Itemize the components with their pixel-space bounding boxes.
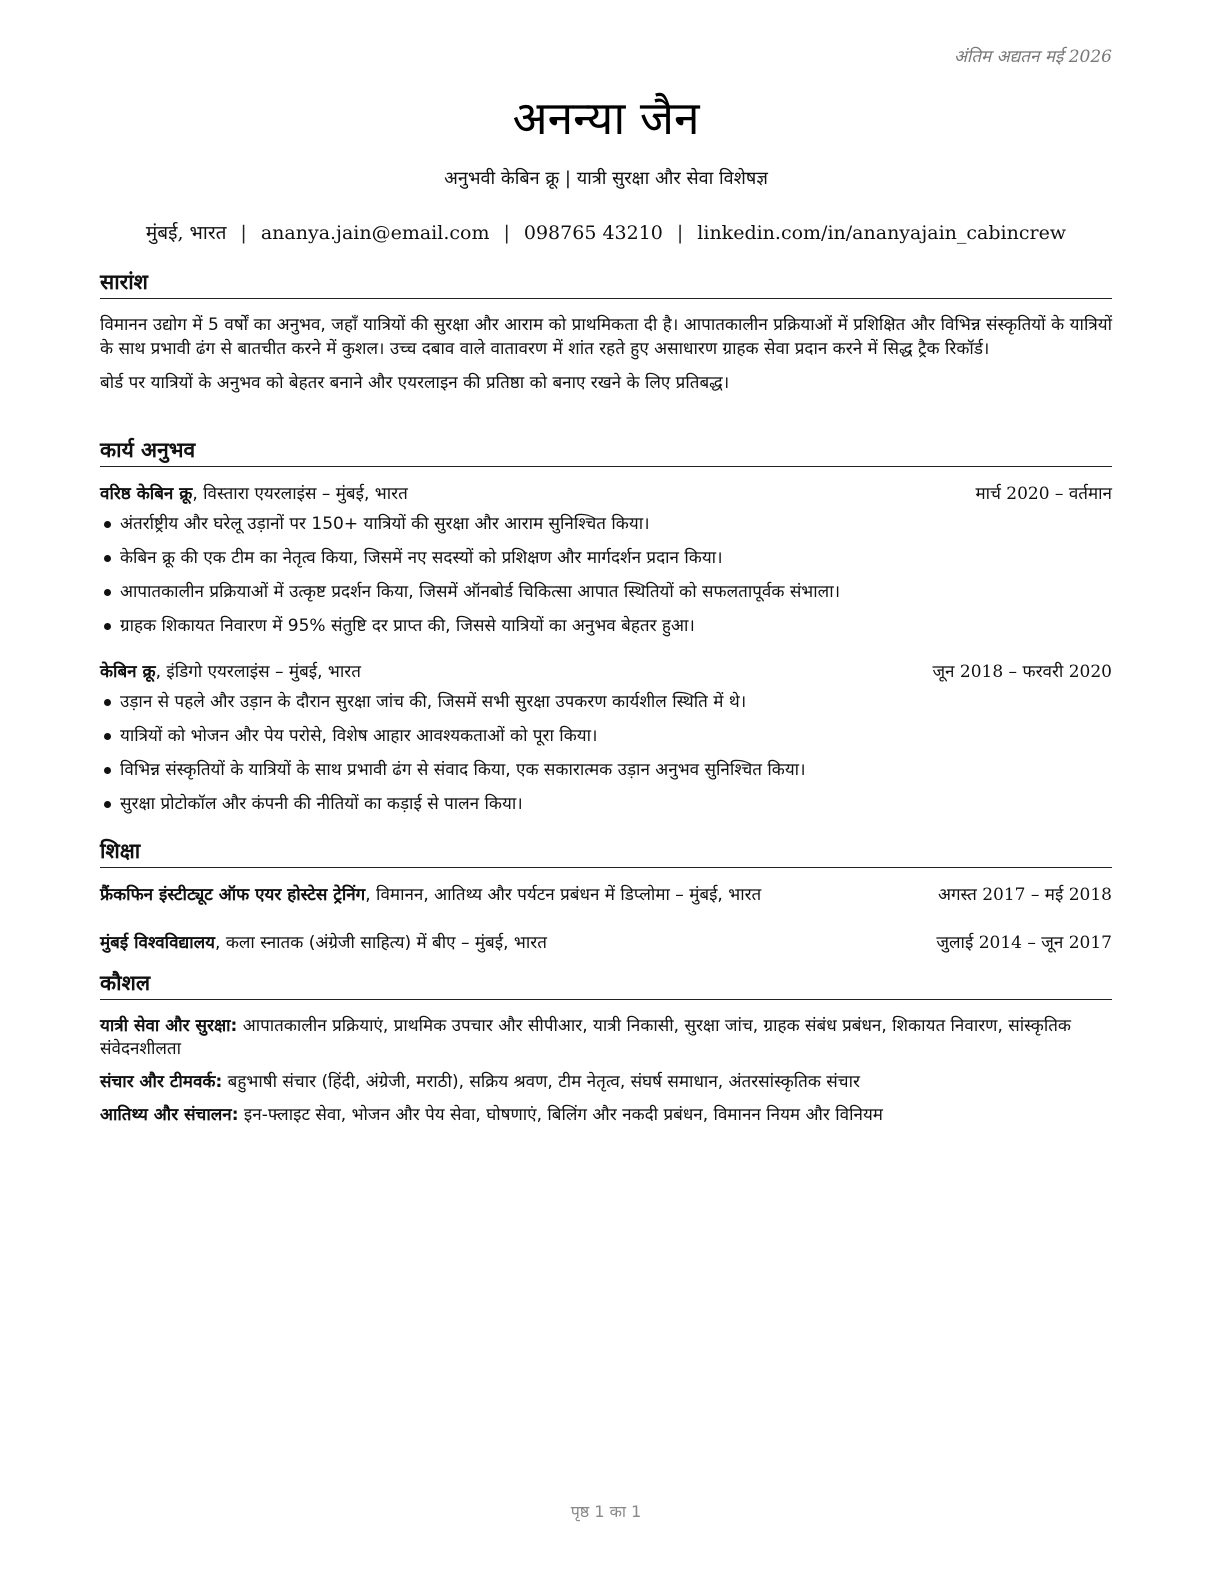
contact-linkedin[interactable]: linkedin.com/in/ananyajain_cabincrew: [697, 222, 1067, 244]
summary-paragraph: बोर्ड पर यात्रियों के अनुभव को बेहतर बनाने और एयरलाइन की प्रतिष्ठा को बनाए रखने के लिए प्रतिबद्ध।: [100, 373, 730, 393]
experience-title: कार्य अनुभव: [100, 436, 1112, 467]
job-org: , विस्तारा एयरलाइंस – मुंबई, भारत: [192, 484, 408, 504]
education-section: [100, 837, 1112, 956]
job-role: केबिन क्रू: [100, 662, 156, 682]
skills-section: [100, 969, 1112, 1127]
skill-label: संचार और टीमवर्क:: [100, 1072, 223, 1092]
job-bullet: विभिन्न संस्कृतियों के यात्रियों के साथ प्रभावी ढंग से संवाद किया, एक सकारात्मक उड़ान अनुभव सुनिश्चित किया।: [100, 753, 1112, 787]
experience-section: [100, 436, 1112, 821]
job-bullet: अंतर्राष्ट्रीय और घरेलू उड़ानों पर 150+ यात्रियों की सुरक्षा और आराम सुनिश्चित किया।: [100, 507, 1112, 541]
job-bullet: ग्राहक शिकायत निवारण में 95% संतुष्टि दर प्राप्त की, जिससे यात्रियों का अनुभव बेहतर हुआ।: [100, 609, 1112, 643]
summary-title: सारांश: [100, 268, 1112, 299]
education-school: फ्रैंकफिन इंस्टीट्यूट ऑफ एयर होस्टेस ट्रेनिंग: [100, 885, 366, 905]
job-bullets: [100, 507, 1112, 643]
education-title: शिक्षा: [100, 837, 1112, 868]
contact-phone: 098765 43210: [523, 222, 663, 244]
skill-line: [100, 1071, 1112, 1094]
summary-paragraph: विमानन उद्योग में 5 वर्षों का अनुभव, जहाँ यात्रियों की सुरक्षा और आराम को प्राथमिकता दी है। आपातकालीन प्रक्रियाओं में प्रशिक्षित और विभिन्न संस्कृतियों के यात्रियों के साथ प्रभावी ढंग से बातचीत करने में कुशल। उच्च दबाव वाले वातावरण में शांत रहते हुए असाधारण ग्राहक सेवा प्रदान करने में सिद्ध ट्रैक रिकॉर्ड।: [100, 315, 1112, 359]
job-role: वरिष्ठ केबिन क्रू: [100, 484, 193, 504]
skill-line: [100, 1015, 1112, 1061]
job-bullet: उड़ान से पहले और उड़ान के दौरान सुरक्षा जांच की, जिसमें सभी सुरक्षा उपकरण कार्यशील स्थिति में थे।: [100, 685, 1112, 719]
job-entry: [100, 481, 1112, 643]
contact-email[interactable]: ananya.jain@email.com: [260, 222, 490, 244]
page-number: पृष्ठ 1 का 1: [570, 1502, 642, 1521]
skill-label: आतिथ्य और संचालन:: [100, 1105, 239, 1125]
job-bullet: यात्रियों को भोजन और पेय परोसे, विशेष आहार आवश्यकताओं को पूरा किया।: [100, 719, 1112, 753]
job-date: मार्च 2020 – वर्तमान: [975, 484, 1112, 504]
skill-value: इन-फ्लाइट सेवा, भोजन और पेय सेवा, घोषणाएं, बिलिंग और नकदी प्रबंधन, विमानन नियम और विनियम: [238, 1105, 883, 1125]
skill-value: आपातकालीन प्रक्रियाएं, प्राथमिक उपचार और सीपीआर, यात्री निकासी, सुरक्षा जांच, ग्राहक संबंध प्रबंधन, शिकायत निवारण, सांस्कृतिक संवेदनशीलता: [100, 1016, 1071, 1059]
summary-section: [100, 268, 1112, 395]
job-bullet: केबिन क्रू की एक टीम का नेतृत्व किया, जिसमें नए सदस्यों को प्रशिक्षण और मार्गदर्शन प्रदान किया।: [100, 541, 1112, 575]
skill-label: यात्री सेवा और सुरक्षा:: [100, 1016, 238, 1036]
job-date: जून 2018 – फरवरी 2020: [932, 662, 1112, 682]
contact-line: [100, 219, 1112, 245]
job-bullet: सुरक्षा प्रोटोकॉल और कंपनी की नीतियों का कड़ाई से पालन किया।: [100, 787, 1112, 821]
job-header: [100, 659, 1112, 685]
education-detail: , कला स्नातक (अंग्रेजी साहित्य) में बीए – मुंबई, भारत: [215, 933, 547, 953]
job-bullets: [100, 685, 1112, 821]
contact-separator: |: [240, 222, 247, 244]
skill-line: [100, 1104, 1112, 1127]
resume-page: [100, 0, 1112, 1584]
candidate-name: अनन्या जैन: [512, 91, 700, 145]
contact-separator: |: [676, 222, 684, 244]
job-entry: [100, 659, 1112, 821]
education-detail: , विमानन, आतिथ्य और पर्यटन प्रबंधन में डिप्लोमा – मुंबई, भारत: [365, 885, 762, 905]
job-org: , इंडिगो एयरलाइंस – मुंबई, भारत: [155, 662, 361, 682]
contact-location: मुंबई, भारत: [145, 222, 227, 244]
skills-title: कौशल: [100, 969, 1112, 1000]
tagline: अनुभवी केबिन क्रू | यात्री सुरक्षा और सेवा विशेषज्ञ: [444, 168, 768, 189]
skill-value: बहुभाषी संचार (हिंदी, अंग्रेजी, मराठी), सक्रिय श्रवण, टीम नेतृत्व, संघर्ष समाधान, अंतरसांस्कृतिक संचार: [222, 1072, 860, 1092]
education-date: जुलाई 2014 – जून 2017: [936, 933, 1112, 953]
education-school: मुंबई विश्वविद्यालय: [100, 933, 216, 953]
job-bullet: आपातकालीन प्रक्रियाओं में उत्कृष्ट प्रदर्शन किया, जिसमें ऑनबोर्ड चिकित्सा आपात स्थितियों को सफलतापूर्वक संभाला।: [100, 575, 1112, 609]
education-entry: [100, 882, 1112, 908]
education-entry: [100, 930, 1112, 956]
contact-separator: |: [503, 222, 510, 244]
last-updated: अंतिम अद्यतन मई 2026: [953, 47, 1112, 67]
job-header: [100, 481, 1112, 507]
education-date: अगस्त 2017 – मई 2018: [937, 885, 1112, 905]
